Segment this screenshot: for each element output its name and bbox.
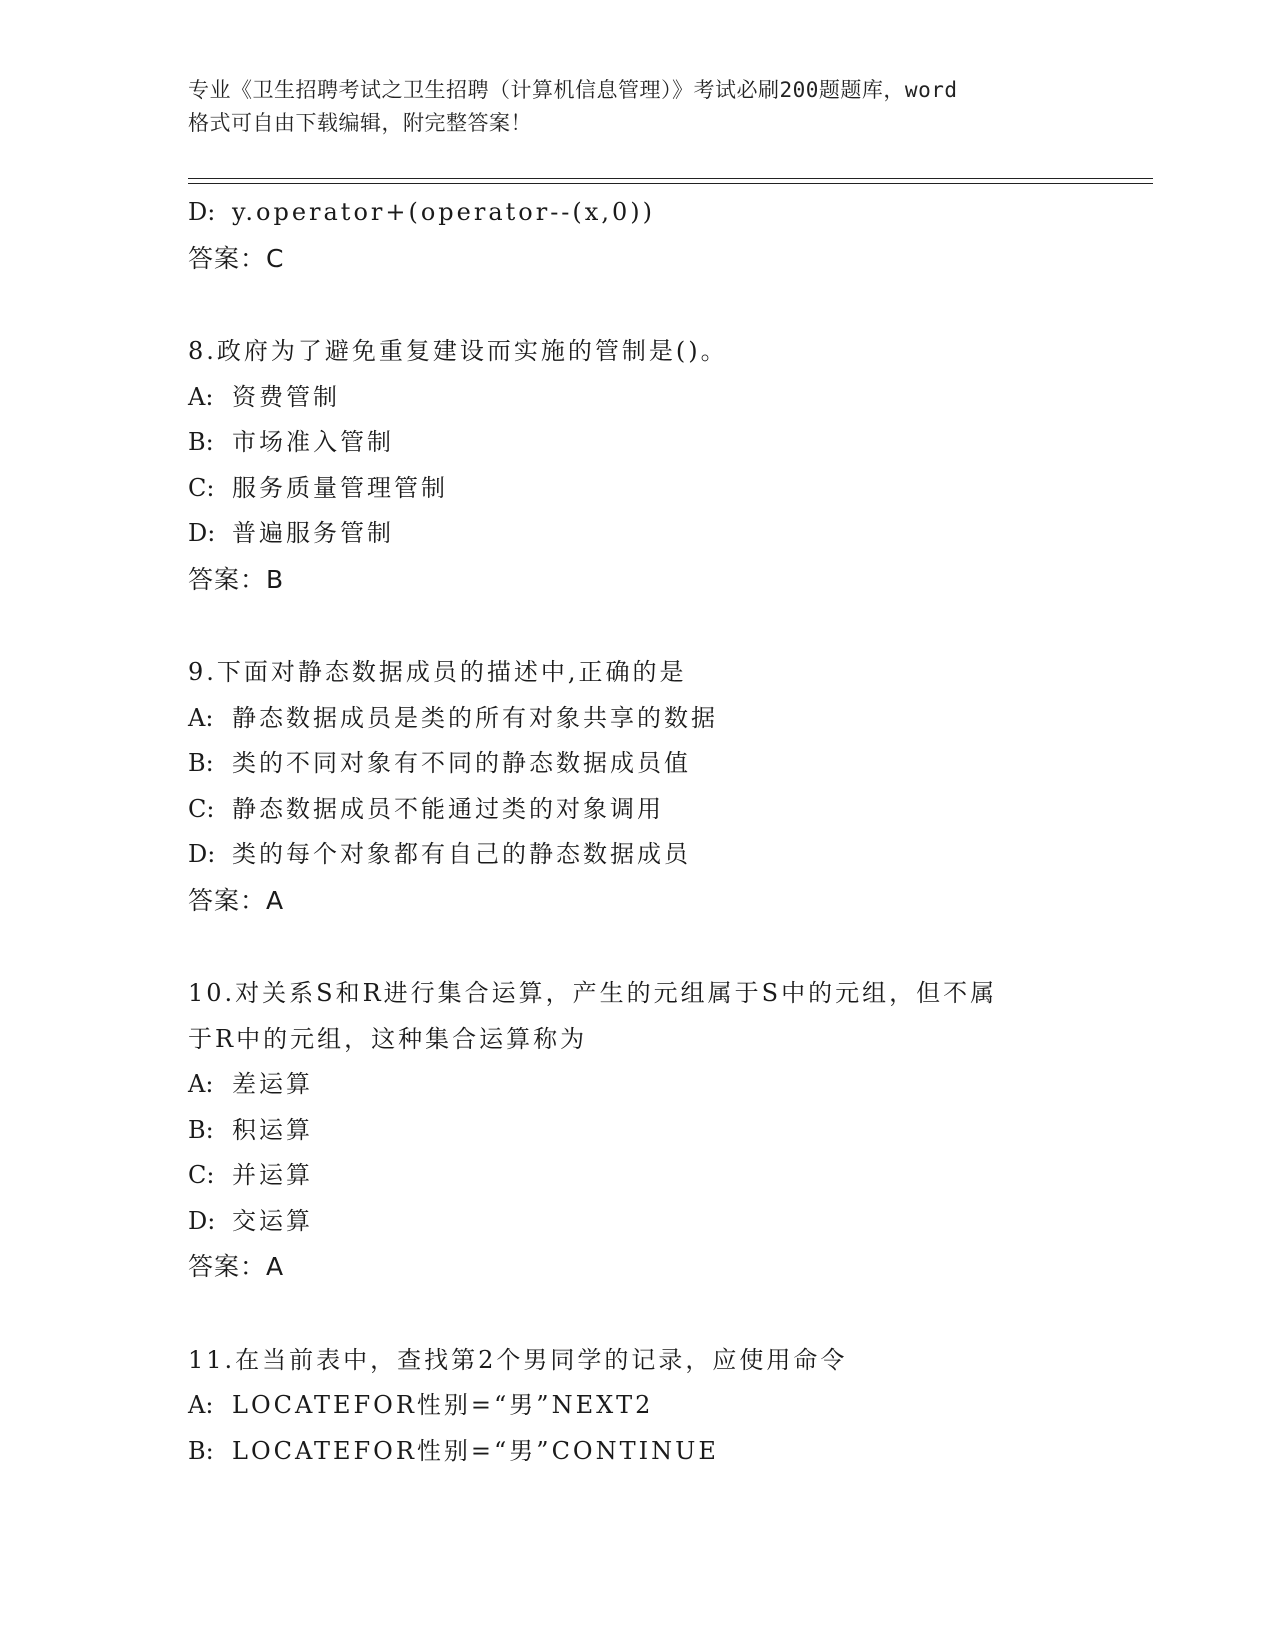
option-b <box>188 1429 1088 1475</box>
option-d <box>188 511 1088 557</box>
document-header <box>188 74 1088 140</box>
option-text: 差运算 <box>232 1070 313 1098</box>
option-text: 市场准入管制 <box>232 428 394 456</box>
answer-value: A <box>266 885 285 915</box>
option-text: LOCATEFOR性别=“男”CONTINUE <box>232 1436 719 1465</box>
option-text: 静态数据成员不能通过类的对象调用 <box>232 794 664 823</box>
answer-value: B <box>266 564 285 594</box>
question-content <box>188 190 1088 1474</box>
answer-label: 答案： <box>188 564 267 594</box>
answer-value: A <box>266 1252 285 1281</box>
question-stem: 11.在当前表中，查找第2个男同学的记录，应使用命令 <box>188 1345 848 1374</box>
answer-label: 答案： <box>188 1252 267 1281</box>
answer-line <box>188 236 1088 282</box>
option-text: 类的不同对象有不同的静态数据成员值 <box>232 749 691 777</box>
spacer <box>188 1290 1088 1338</box>
answer-line <box>188 878 1088 924</box>
header-line-1: 专业《卫生招聘考试之卫生招聘（计算机信息管理）》考试必刷200题题库，word <box>188 78 958 102</box>
option-text: 交运算 <box>232 1206 313 1235</box>
answer-line <box>188 1244 1088 1290</box>
option-text: 静态数据成员是类的所有对象共享的数据 <box>232 703 718 732</box>
option-text: 服务质量管理管制 <box>232 473 448 502</box>
option-text: 并运算 <box>232 1161 313 1189</box>
option-key: A: <box>188 1391 214 1419</box>
option-key: A: <box>188 382 214 411</box>
answer-label: 答案： <box>188 885 267 915</box>
question-stem: 10.对关系S和R进行集合运算，产生的元组属于S中的元组，但不属 <box>188 979 998 1007</box>
question-10 <box>188 971 1088 1290</box>
option-key: B: <box>188 749 214 777</box>
option-key: D: <box>188 840 216 868</box>
option-d <box>188 1199 1088 1245</box>
question-stem-continued: 于R中的元组，这种集合运算称为 <box>188 1024 588 1053</box>
option-text: LOCATEFOR性别=“男”NEXT2 <box>232 1391 654 1419</box>
option-a <box>188 375 1088 421</box>
option-c <box>188 787 1088 833</box>
question-11 <box>188 1338 1088 1475</box>
question-9 <box>188 650 1088 923</box>
option-key: D: <box>188 1206 216 1235</box>
answer-line <box>188 557 1088 603</box>
option-text: 资费管制 <box>232 382 340 411</box>
option-key: D: <box>188 198 216 226</box>
option-a <box>188 1383 1088 1429</box>
option-key: B: <box>188 1115 214 1144</box>
option-key: C: <box>188 1161 215 1189</box>
question-8 <box>188 329 1088 602</box>
option-b <box>188 420 1088 466</box>
header-rule-top <box>188 178 1153 179</box>
option-c <box>188 1153 1088 1199</box>
option-c <box>188 466 1088 512</box>
question-7-tail <box>188 190 1088 281</box>
header-line-2: 格式可自由下载编辑，附完整答案！ <box>188 111 532 135</box>
option-key: B: <box>188 428 214 456</box>
option-d <box>188 832 1088 878</box>
spacer <box>188 281 1088 329</box>
answer-value: C <box>266 243 285 273</box>
option-b <box>188 741 1088 787</box>
option-a <box>188 696 1088 742</box>
option-key: C: <box>188 794 215 823</box>
option-key: B: <box>188 1436 214 1465</box>
option-key: D: <box>188 519 216 547</box>
spacer <box>188 923 1088 971</box>
option-b <box>188 1108 1088 1154</box>
option-key: C: <box>188 473 215 502</box>
option-d <box>188 190 1088 236</box>
option-text: 积运算 <box>232 1115 313 1144</box>
option-text: 类的每个对象都有自己的静态数据成员 <box>232 840 691 868</box>
option-key: A: <box>188 703 214 732</box>
question-stem: 8.政府为了避免重复建设而实施的管制是()。 <box>188 337 728 365</box>
option-text: 普遍服务管制 <box>232 519 394 547</box>
spacer <box>188 602 1088 650</box>
option-text: y.operator+(operator--(x,0)) <box>232 198 655 226</box>
option-key: A: <box>188 1070 214 1098</box>
header-rule-bottom <box>188 183 1153 184</box>
option-a <box>188 1062 1088 1108</box>
question-stem: 9.下面对静态数据成员的描述中,正确的是 <box>188 658 687 686</box>
answer-label: 答案： <box>188 243 267 273</box>
